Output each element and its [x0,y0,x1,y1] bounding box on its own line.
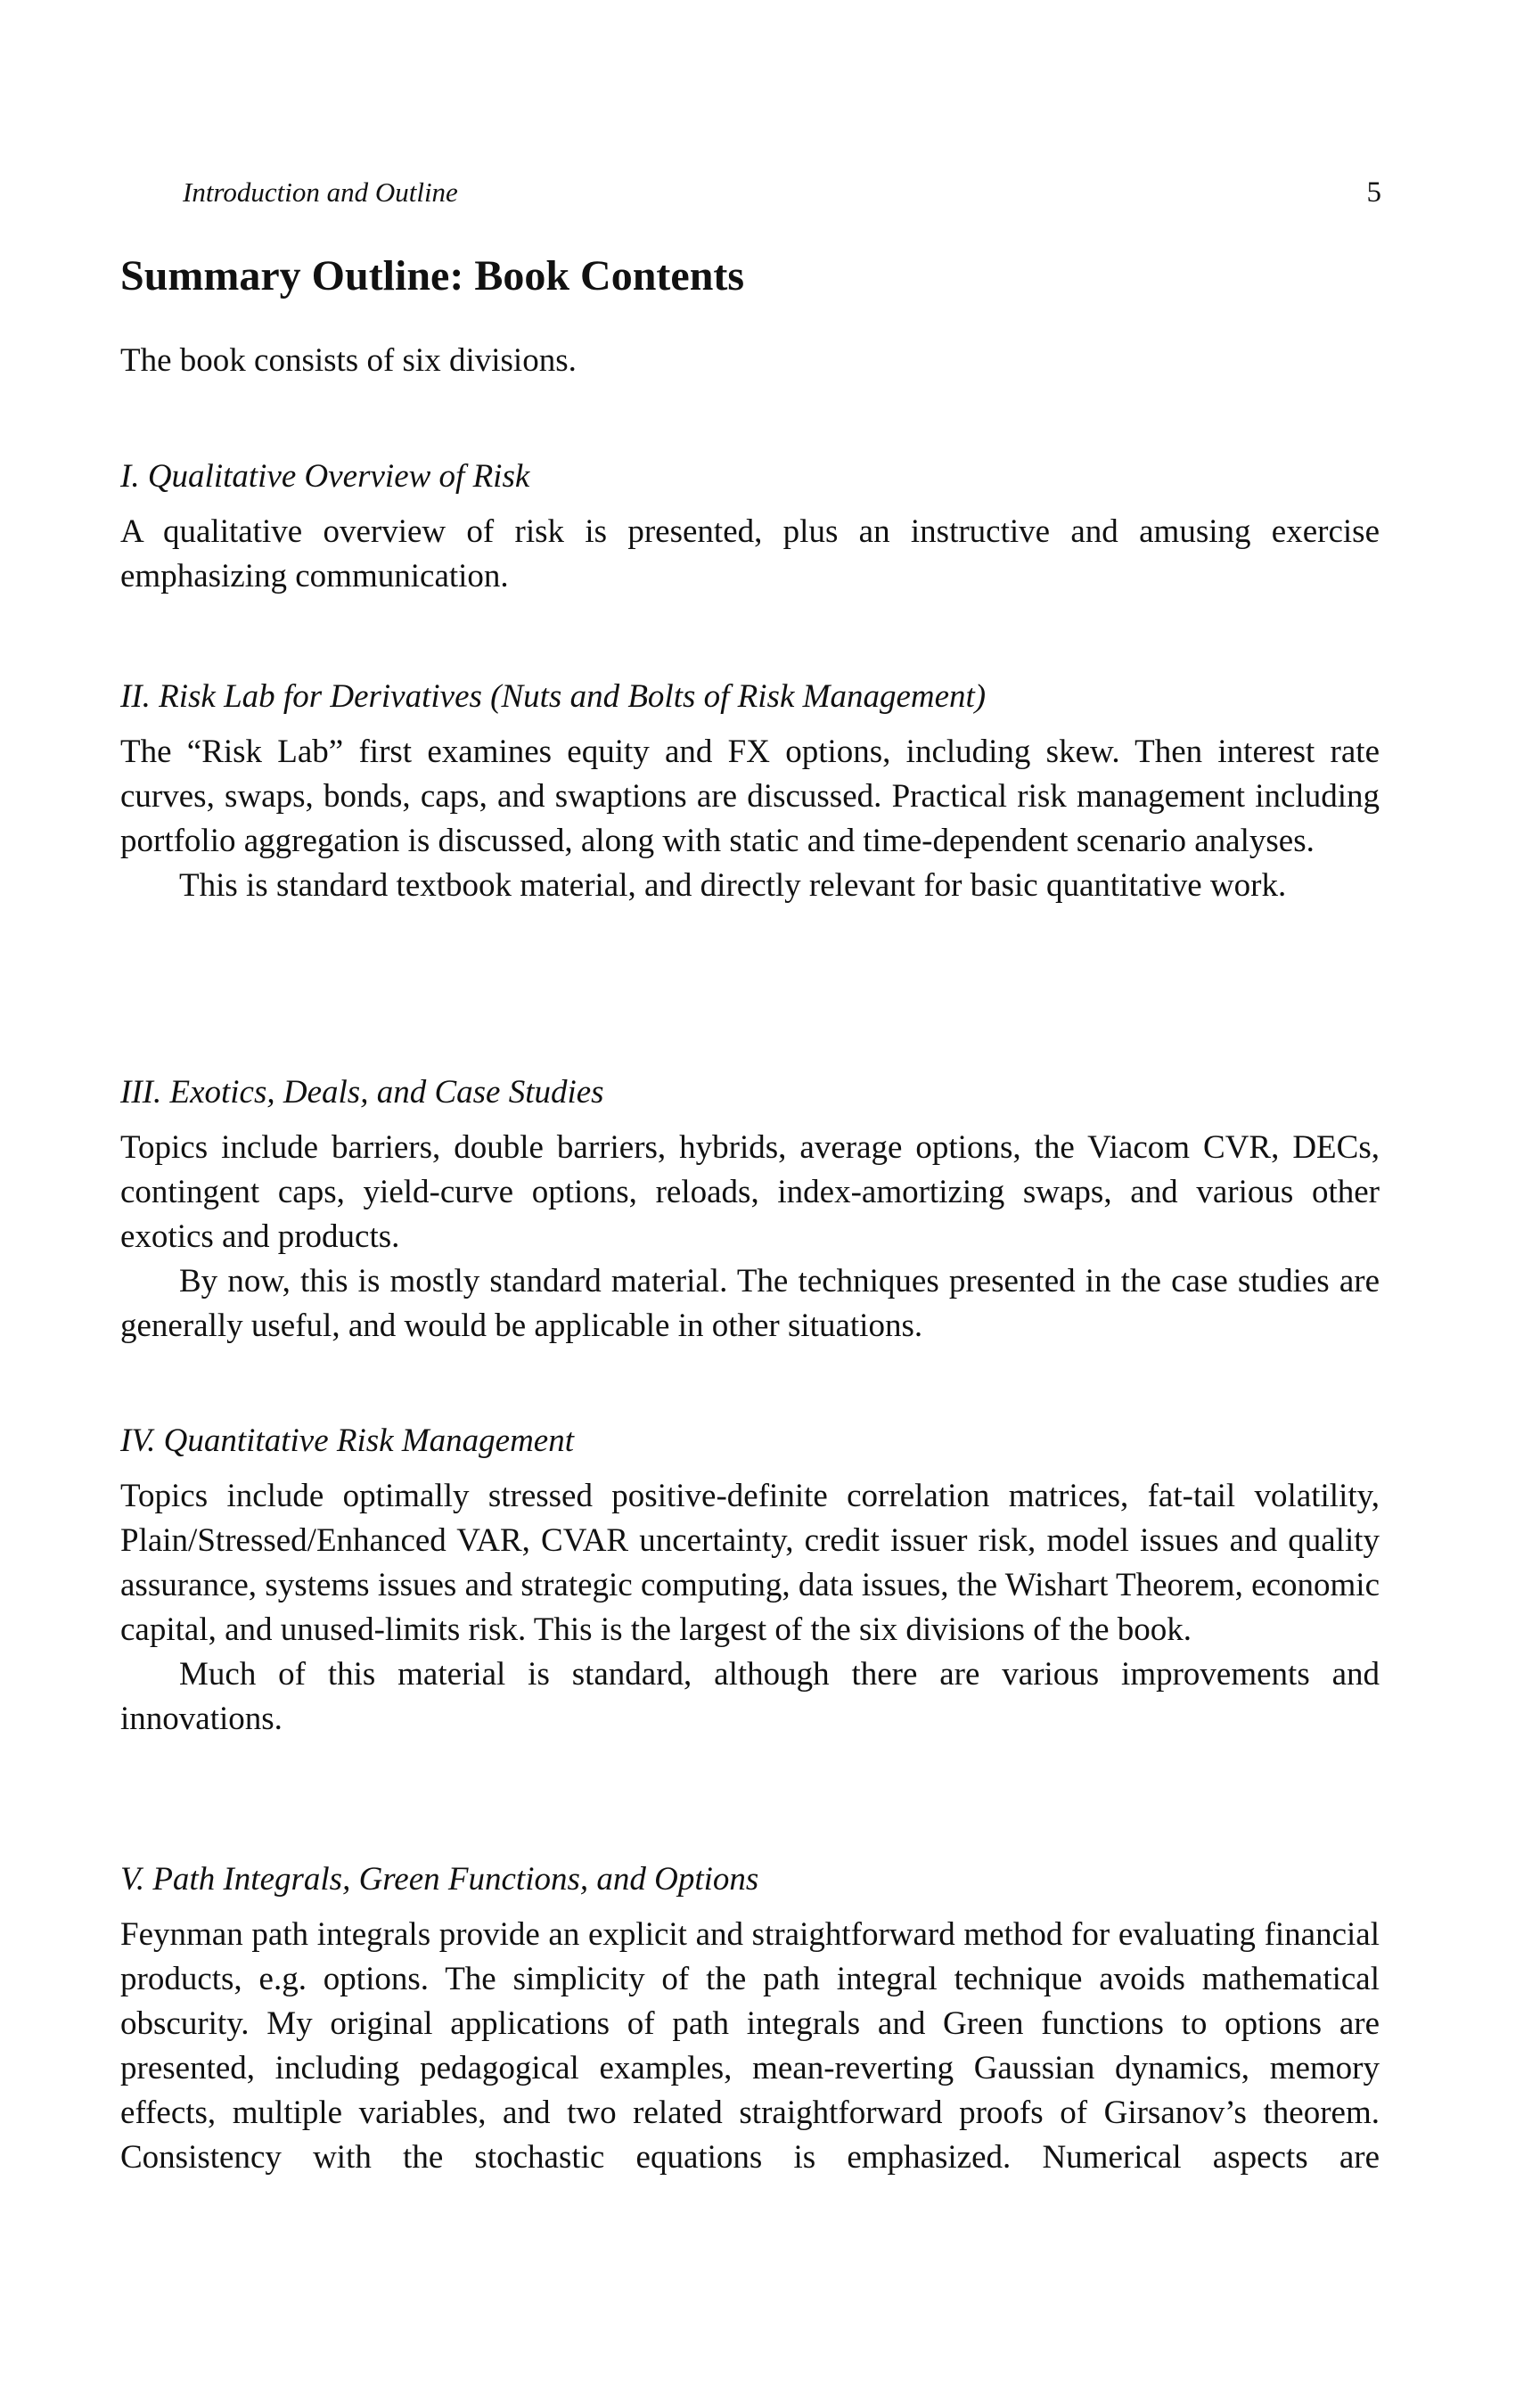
page-number: 5 [1366,176,1381,209]
intro-text: The book consists of six divisions. [120,342,577,379]
section-heading: III. Exotics, Deals, and Case Studies [120,1074,604,1111]
section-paragraph: Topics include optimally stressed positive-definite correlation matrices, fat-tail volatility, Plain/Stressed/Enhanced VAR, CVAR uncertainty, credit issuer risk, model issues and quality assurance, systems issues and strategic computing, data issues, the Wishart Theorem, economic capital, and unused-limits risk. This is the largest of the six divisions of the book. [120,1478,1380,1648]
section-paragraph: A qualitative overview of risk is presented, plus an instructive and amusing exercise emphasizing communication. [120,513,1380,594]
section-heading: II. Risk Lab for Derivatives (Nuts and Bolts of Risk Management) [120,678,987,715]
section-path-integrals [120,1857,1380,2180]
section-qualitative-overview [120,455,1380,599]
section-heading: V. Path Integrals, Green Functions, and Options [120,1861,759,1898]
section-paragraph: Much of this material is standard, although there are various improvements and innovations. [120,1656,1380,1737]
section-paragraph: By now, this is mostly standard material. The techniques presented in the case studies are generally useful, and would be applicable in other situations. [120,1263,1380,1344]
section-paragraph: Feynman path integrals provide an explicit and straightforward method for evaluating financial products, e.g. options. The simplicity of the path integral technique avoids mathematical obscurity. My original applications of path integrals and Green functions to options are presented, including pedagogical examples, mean-reverting Gaussian dynamics, memory effects, multiple variables, and two related straightforward proofs of Girsanov’s theorem. Consistency with the stochastic equations is emphasized. Numerical aspects are [120,1916,1380,2176]
section-exotics [120,1070,1380,1349]
section-heading: I. Qualitative Overview of Risk [120,458,530,495]
section-risk-lab [120,675,1380,908]
section-quantitative-risk [120,1419,1380,1742]
section-paragraph: Topics include barriers, double barriers, hybrids, average options, the Viacom CVR, DECs, contingent caps, yield-curve options, reloads, index-amortizing swaps, and various other exotics and products. [120,1129,1380,1255]
running-head: Introduction and Outline [183,176,458,208]
section-paragraph: The “Risk Lab” first examines equity and FX options, including skew. Then interest rate curves, swaps, bonds, caps, and swaptions are discussed. Practical risk management including portfolio aggregation is discussed, along with static and time-dependent scenario analyses. [120,734,1380,859]
page-title: Summary Outline: Book Contents [120,252,745,299]
section-heading: IV. Quantitative Risk Management [120,1422,574,1459]
section-paragraph: This is standard textbook material, and directly relevant for basic quantitative work. [179,867,1287,904]
